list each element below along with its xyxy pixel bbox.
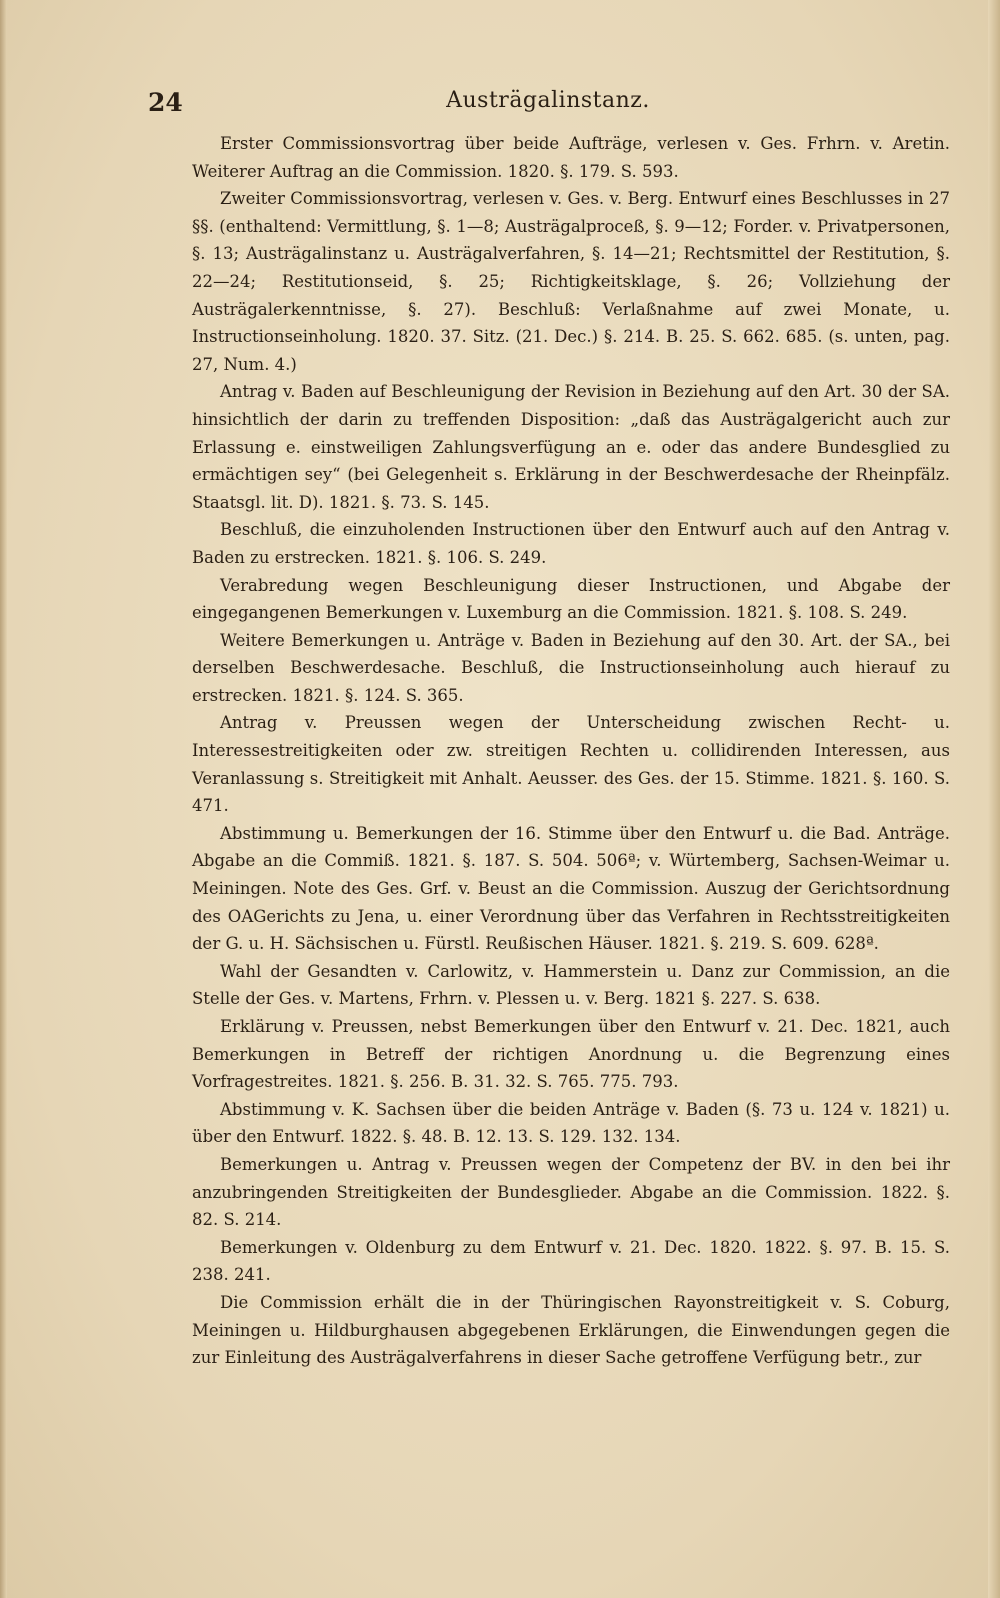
entry-paragraph: Zweiter Commissionsvortrag, verlesen v. Ges. v. Berg. Entwurf eines Beschlusses in 27 §§. (enthaltend: Vermittlung, §. 1—8; Austrägalproceß, §. 9—12; Forder. v. Privatpersonen, §. 13; Austrägalinstanz u. Austrägalverfahren, §. 14—21; Rechtsmittel der Restitution, §. 22—24; Restitutionseid, §. 25; Richtigkeitsklage, §. 26; Vollziehung der Austrägalerkenntnisse, §. 27). Beschluß: Verlaßnahme auf zwei Monate, u. Instructionseinholung. 1820. 37. Sitz. (21. Dec.) §. 214. B. 25. S. 662. 685. (s. unten, pag. 27, Num. 4.) [192, 189, 950, 374]
text-block [192, 130, 950, 1372]
entry-paragraph: Abstimmung v. K. Sachsen über die beiden Anträge v. Baden (§. 73 u. 124 v. 1821) u. über den Entwurf. 1822. §. 48. B. 12. 13. S. 129. 132. 134. [192, 1099, 950, 1147]
entry-paragraph: Beschluß, die einzuholenden Instructionen über den Entwurf auch auf den Antrag v. Baden zu erstrecken. 1821. §. 106. S. 249. [192, 520, 950, 567]
entry-paragraph: Abstimmung u. Bemerkungen der 16. Stimme über den Entwurf u. die Bad. Anträge. Abgabe an die Commiß. 1821. §. 187. S. 504. 506ª; v. Würtemberg, Sachsen-Weimar u. Meiningen. Note des Ges. Grf. v. Beust an die Commission. Auszug der Gerichtsordnung des OAGerichts zu Jena, u. einer Verordnung über das Verfahren in Rechtsstreitigkeiten der G. u. H. Sächsischen u. Fürstl. Reußischen Häuser. 1821. §. 219. S. 609. 628ª. [192, 823, 950, 954]
entry-paragraph: Bemerkungen u. Antrag v. Preussen wegen der Competenz der BV. in den bei ihr anzubringenden Streitigkeiten der Bundesglieder. Abgabe an die Commission. 1822. §. 82. S. 214. [192, 1154, 950, 1230]
entry-paragraph: Erster Commissionsvortrag über beide Aufträge, verlesen v. Ges. Frhrn. v. Aretin. Weiterer Auftrag an die Commission. 1820. §. 179. S. 593. [192, 134, 950, 181]
entry-paragraph: Bemerkungen v. Oldenburg zu dem Entwurf v. 21. Dec. 1820. 1822. §. 97. B. 15. S. 238. 241. [192, 1237, 950, 1285]
page-left-edge [0, 0, 7, 1598]
entry-paragraph: Weitere Bemerkungen u. Anträge v. Baden in Beziehung auf den 30. Art. der SA., bei derselben Beschwerdesache. Beschluß, die Instructionseinholung auch hierauf zu erstrecken. 1821. §. 124. S. 365. [192, 630, 950, 705]
entry-paragraph: Erklärung v. Preussen, nebst Bemerkungen über den Entwurf v. 21. Dec. 1821, auch Bemerkungen in Betreff der richtigen Anordnung u. die Begrenzung eines Vorfragestreites. 1821. §. 256. B. 31. 32. S. 765. 775. 793. [192, 1017, 950, 1092]
page-right-edge [988, 0, 1000, 1598]
page-header [148, 88, 948, 128]
entry-paragraph: Antrag v. Baden auf Beschleunigung der Revision in Beziehung auf den Art. 30 der SA. hinsichtlich der darin zu treffenden Disposition: „daß das Austrägalgericht auch zur Erlassung e. einstweiligen Zahlungsverfügung an e. oder das andere Bundesglied zu ermächtigen sey“ (bei Gelegenheit s. Erklärung in der Beschwerdesache der Rheinpfälz. Staatsgl. lit. D). 1821. §. 73. S. 145. [192, 382, 950, 512]
page-number: 24 [148, 88, 183, 117]
entry-paragraph: Verabredung wegen Beschleunigung dieser Instructionen, und Abgabe der eingegangenen Bemerkungen v. Luxemburg an die Commission. 1821. §. 108. S. 249. [192, 575, 950, 623]
entry-paragraph: Antrag v. Preussen wegen der Unterscheidung zwischen Recht- u. Interessestreitigkeiten oder zw. streitigen Rechten u. collidirenden Interessen, aus Veranlassung s. Streitigkeit mit Anhalt. Aeusser. des Ges. der 15. Stimme. 1821. §. 160. S. 471. [192, 713, 950, 816]
running-head: Austrägalinstanz. [446, 88, 650, 113]
entry-paragraph: Die Commission erhält die in der Thüringischen Rayonstreitigkeit v. S. Coburg, Meiningen u. Hildburghausen abgegebenen Erklärungen, die Einwendungen gegen die zur Einleitung des Austrägalverfahrens in dieser Sache getroffene Verfügung betr., zur [192, 1292, 950, 1368]
entry-paragraph: Wahl der Gesandten v. Carlowitz, v. Hammerstein u. Danz zur Commission, an die Stelle der Ges. v. Martens, Frhrn. v. Plessen u. v. Berg. 1821 §. 227. S. 638. [192, 961, 950, 1009]
